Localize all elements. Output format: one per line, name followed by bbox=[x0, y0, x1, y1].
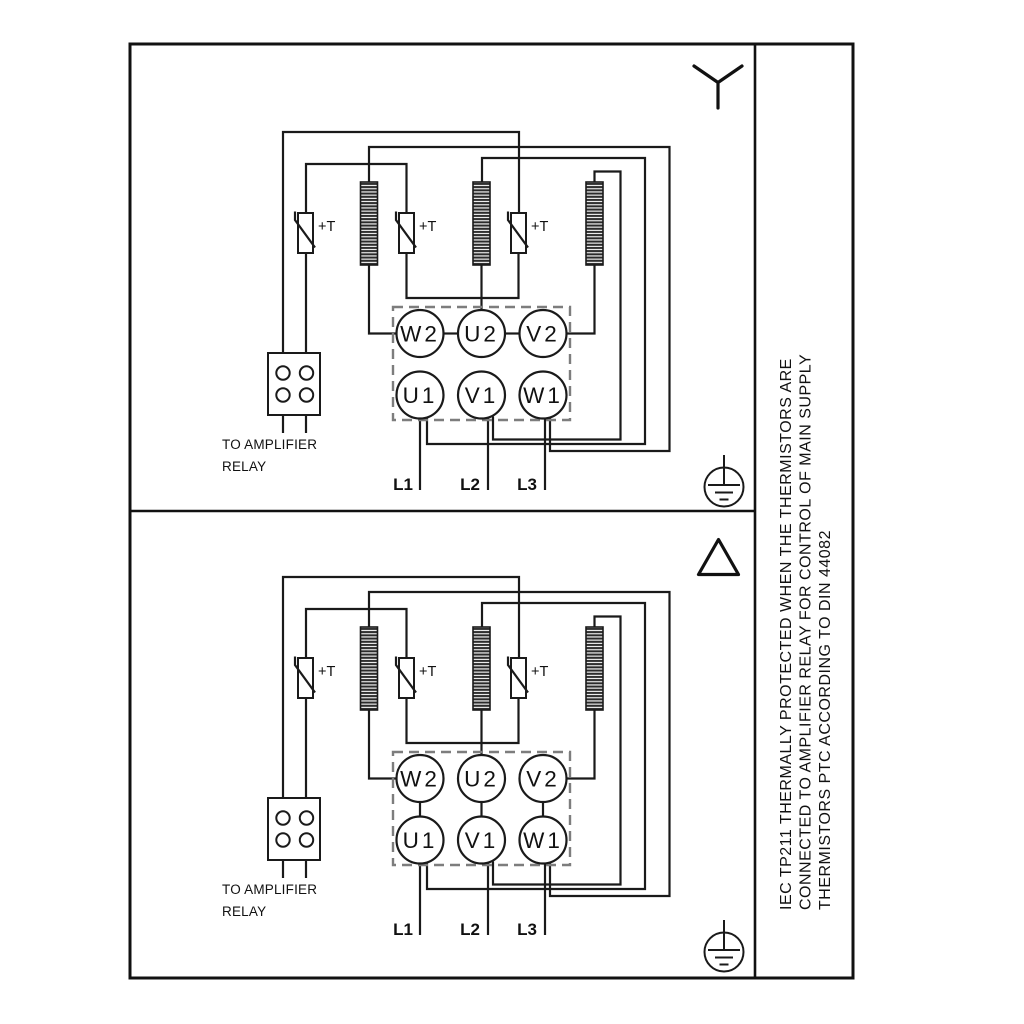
terminal-label-w1: W1 bbox=[523, 383, 563, 408]
relay-caption-line2: RELAY bbox=[222, 459, 267, 474]
supply-label-l3: L3 bbox=[517, 920, 537, 939]
supply-label-l3: L3 bbox=[517, 475, 537, 494]
thermistor-label: +T bbox=[531, 219, 549, 235]
delta-connection-diagram bbox=[268, 540, 744, 972]
supply-label-l1: L1 bbox=[393, 475, 413, 494]
terminal-label-u1: U1 bbox=[402, 828, 438, 853]
relay-caption-line1: TO AMPLIFIER bbox=[222, 437, 318, 452]
note-line-3: THERMISTORS PTC ACCORDING TO DIN 44082 bbox=[817, 530, 834, 910]
supply-label-l1: L1 bbox=[393, 920, 413, 939]
terminal-label-v2: V2 bbox=[526, 766, 560, 792]
star-connection-diagram bbox=[268, 66, 744, 507]
thermal-protection-note bbox=[778, 354, 834, 910]
terminal-label-w2: W2 bbox=[400, 766, 440, 792]
star-connection-icon bbox=[694, 66, 742, 108]
terminal-label-v2: V2 bbox=[526, 321, 560, 347]
thermistor-label: +T bbox=[318, 219, 336, 235]
supply-label-l2: L2 bbox=[460, 475, 480, 494]
note-line-1: IEC TP211 THERMALLY PROTECTED WHEN THE THERMISTORS ARE bbox=[778, 358, 795, 910]
thermistor-label: +T bbox=[419, 219, 437, 235]
thermistor-label: +T bbox=[419, 664, 437, 680]
earth-ground-icon bbox=[705, 455, 744, 507]
note-line-2: CONNECTED TO AMPLIFIER RELAY FOR CONTROL OF MAIN SUPPLY bbox=[797, 353, 815, 910]
terminal-label-u2: U2 bbox=[464, 766, 499, 792]
delta-connection-icon bbox=[699, 540, 739, 575]
earth-ground-icon bbox=[705, 920, 744, 972]
terminal-label-v1: V1 bbox=[464, 383, 499, 408]
terminal-label-w2: W2 bbox=[400, 321, 440, 347]
thermistor-label: +T bbox=[531, 664, 549, 680]
thermistor-label: +T bbox=[318, 664, 336, 680]
relay-caption-line2: RELAY bbox=[222, 904, 267, 919]
supply-label-l2: L2 bbox=[460, 920, 480, 939]
relay-caption-line1: TO AMPLIFIER bbox=[222, 882, 318, 897]
terminal-label-w1: W1 bbox=[523, 828, 563, 853]
terminal-label-u2: U2 bbox=[464, 321, 499, 347]
terminal-label-v1: V1 bbox=[464, 828, 499, 853]
terminal-label-u1: U1 bbox=[402, 383, 438, 408]
